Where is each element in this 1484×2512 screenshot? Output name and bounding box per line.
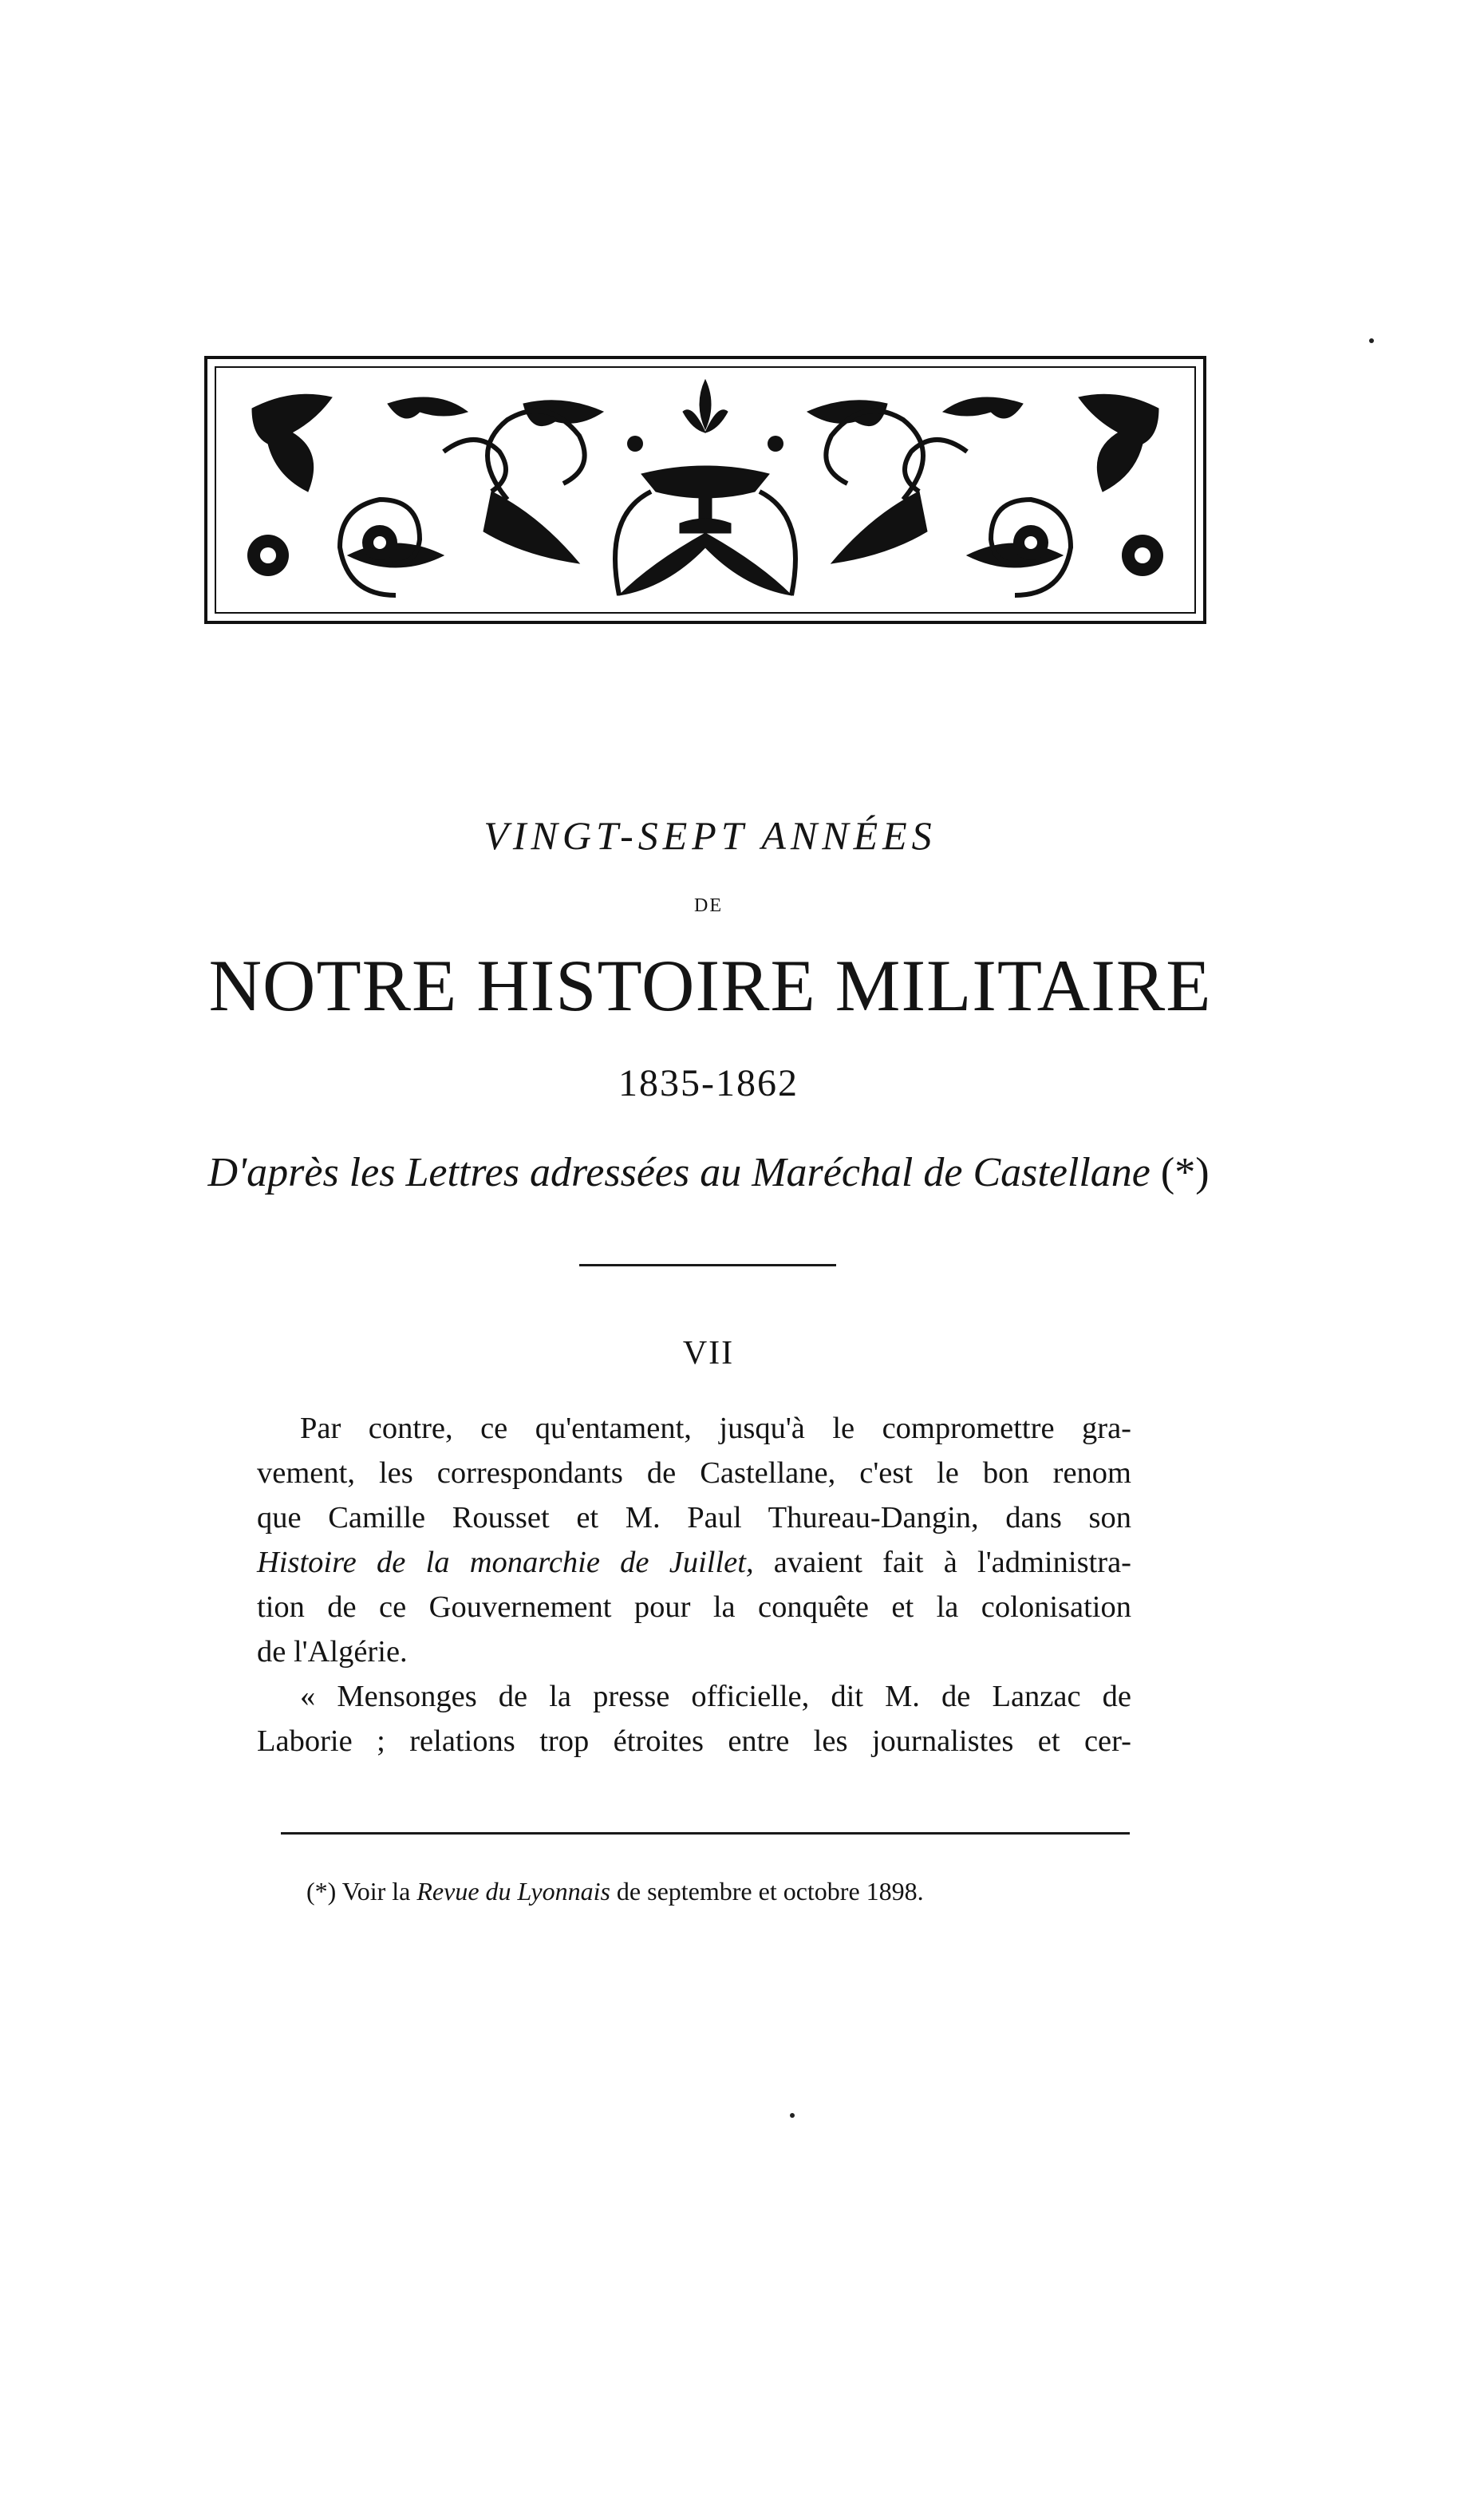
subtitle-text: D'après les Lettres adressées au Maréchal de Castellane [207, 1150, 1150, 1195]
section-number: VII [682, 1335, 735, 1372]
footnote-mark: (*) [306, 1877, 337, 1906]
footnote-divider [281, 1832, 1130, 1835]
text-line: Laborie ; relations trop étroites entre les journalistes et cer- [257, 1724, 1131, 1758]
title-divider [579, 1264, 836, 1266]
title-dates: 1835-1862 [618, 1062, 799, 1104]
ornamental-header-band [204, 356, 1206, 624]
ink-speck [1369, 338, 1374, 343]
text-line: vement, les correspondants de Castellane, c'est le bon renom [257, 1456, 1131, 1490]
text-line: « Mensonges de la presse officielle, dit M. de Lanzac de [300, 1680, 1131, 1713]
book-title-italic: Histoire de la monarchie de Juillet, [257, 1546, 754, 1579]
page-title: NOTRE HISTOIRE MILITAIRE [208, 945, 1212, 1026]
footnote [306, 1875, 1184, 1907]
subtitle [0, 1149, 1417, 1196]
body-text [257, 1406, 1131, 1764]
text-line [257, 1540, 1131, 1585]
text-line: tion de ce Gouvernement pour la conquête et la colonisation [257, 1590, 1131, 1624]
subtitle-footnote-mark: (*) [1160, 1150, 1210, 1195]
text-line: Par contre, ce qu'entament, jusqu'à le compromettre gra- [300, 1412, 1131, 1445]
footnote-prefix: Voir la [336, 1877, 417, 1906]
text-line: que Camille Rousset et M. Paul Thureau-Dangin, dans son [257, 1501, 1131, 1534]
footnote-suffix: de septembre et octobre 1898. [610, 1877, 924, 1906]
text-fragment: avaient fait à l'administra- [753, 1546, 1131, 1579]
ink-speck [790, 2113, 795, 2118]
footnote-journal-title: Revue du Lyonnais [416, 1877, 610, 1906]
title-connector: DE [694, 895, 723, 916]
text-line: de l'Algérie. [257, 1635, 408, 1669]
title-line-1: VINGT-SEPT ANNÉES [483, 813, 937, 858]
